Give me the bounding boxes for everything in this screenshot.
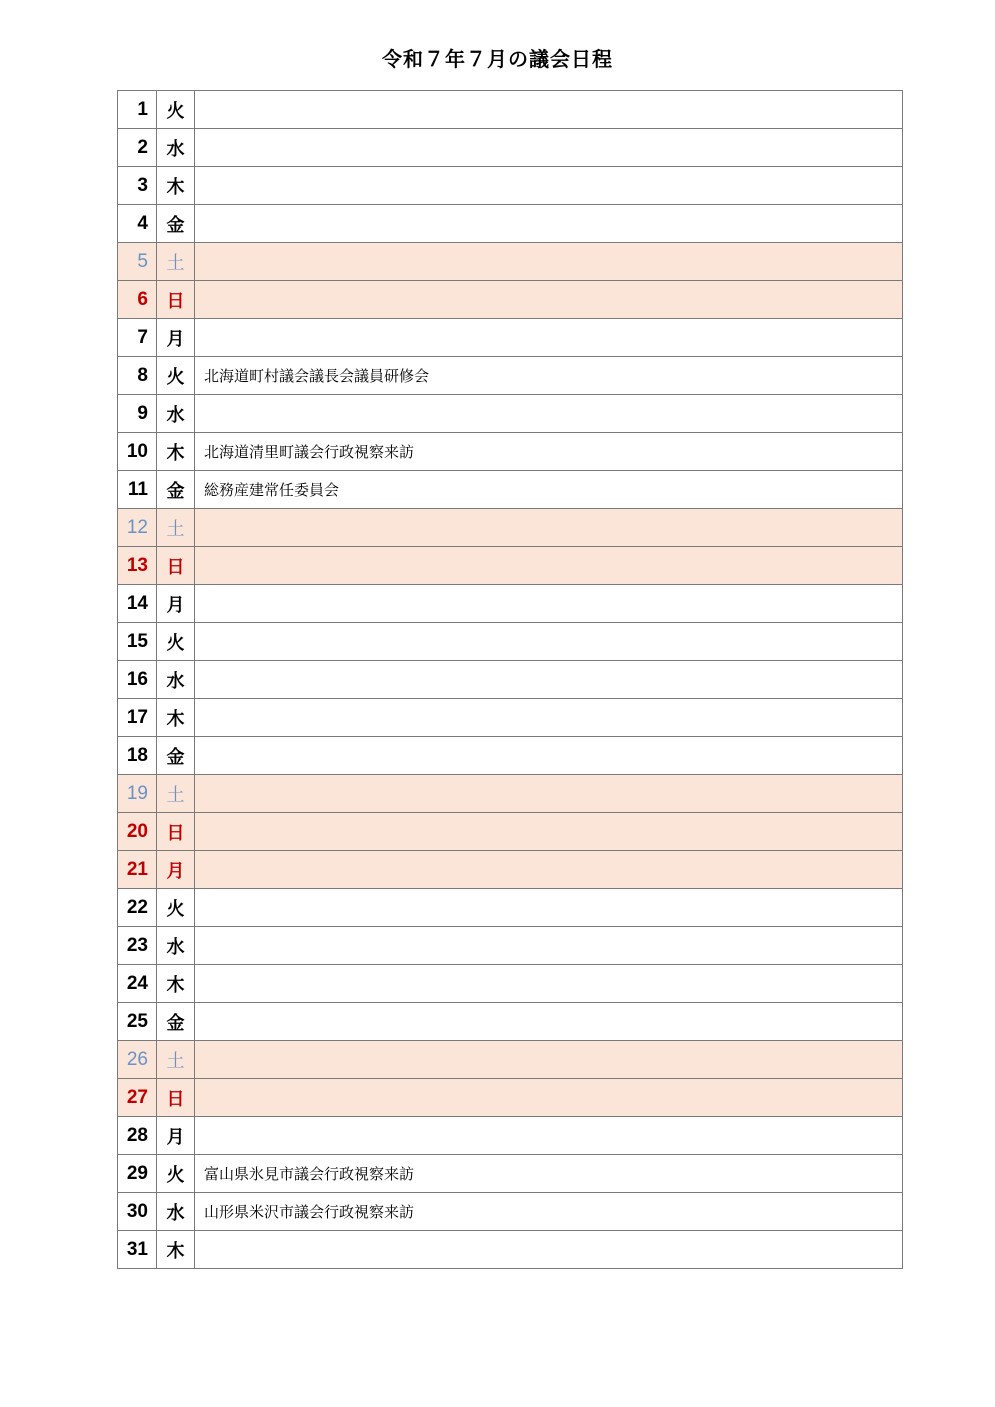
event-text: [195, 281, 903, 319]
event-text: [195, 623, 903, 661]
schedule-row: [118, 167, 903, 205]
event-text: 山形県米沢市議会行政視察来訪: [195, 1193, 903, 1231]
weekday-label: 日: [157, 1079, 195, 1117]
weekday-label: 水: [157, 927, 195, 965]
weekday-label: 月: [157, 585, 195, 623]
schedule-row: [118, 319, 903, 357]
schedule-row: [118, 395, 903, 433]
weekday-label: 水: [157, 129, 195, 167]
weekday-label: 土: [157, 509, 195, 547]
day-number: 11: [118, 471, 157, 509]
weekday-label: 日: [157, 547, 195, 585]
schedule-row: [118, 889, 903, 927]
event-text: [195, 737, 903, 775]
weekday-label: 火: [157, 357, 195, 395]
day-number: 16: [118, 661, 157, 699]
weekday-label: 金: [157, 737, 195, 775]
weekday-label: 日: [157, 813, 195, 851]
schedule-row: [118, 509, 903, 547]
day-number: 17: [118, 699, 157, 737]
event-text: [195, 167, 903, 205]
weekday-label: 火: [157, 623, 195, 661]
day-number: 20: [118, 813, 157, 851]
day-number: 27: [118, 1079, 157, 1117]
day-number: 8: [118, 357, 157, 395]
weekday-label: 木: [157, 1231, 195, 1269]
day-number: 10: [118, 433, 157, 471]
event-text: [195, 1231, 903, 1269]
day-number: 12: [118, 509, 157, 547]
event-text: [195, 585, 903, 623]
day-number: 22: [118, 889, 157, 927]
schedule-row: [118, 91, 903, 129]
schedule-row: [118, 737, 903, 775]
schedule-row: [118, 129, 903, 167]
day-number: 4: [118, 205, 157, 243]
schedule-row: [118, 1193, 903, 1231]
weekday-label: 月: [157, 1117, 195, 1155]
day-number: 2: [118, 129, 157, 167]
event-text: [195, 1079, 903, 1117]
schedule-row: [118, 585, 903, 623]
schedule-row: [118, 281, 903, 319]
event-text: [195, 927, 903, 965]
page-title: 令和７年７月の議会日程: [382, 47, 613, 71]
schedule-row: [118, 1079, 903, 1117]
event-text: [195, 1041, 903, 1079]
day-number: 26: [118, 1041, 157, 1079]
schedule-row: [118, 243, 903, 281]
day-number: 3: [118, 167, 157, 205]
event-text: [195, 509, 903, 547]
weekday-label: 水: [157, 395, 195, 433]
day-number: 31: [118, 1231, 157, 1269]
event-text: [195, 851, 903, 889]
weekday-label: 木: [157, 433, 195, 471]
weekday-label: 木: [157, 699, 195, 737]
schedule-row: [118, 661, 903, 699]
schedule-row: [118, 205, 903, 243]
weekday-label: 日: [157, 281, 195, 319]
schedule-row: [118, 433, 903, 471]
weekday-label: 月: [157, 851, 195, 889]
day-number: 1: [118, 91, 157, 129]
day-number: 21: [118, 851, 157, 889]
schedule-row: [118, 1117, 903, 1155]
weekday-label: 金: [157, 1003, 195, 1041]
event-text: [195, 205, 903, 243]
event-text: [195, 129, 903, 167]
schedule-row: [118, 699, 903, 737]
schedule-row: [118, 357, 903, 395]
schedule-row: [118, 927, 903, 965]
schedule-row: [118, 1041, 903, 1079]
day-number: 18: [118, 737, 157, 775]
day-number: 6: [118, 281, 157, 319]
day-number: 9: [118, 395, 157, 433]
weekday-label: 火: [157, 1155, 195, 1193]
day-number: 23: [118, 927, 157, 965]
schedule-row: [118, 775, 903, 813]
event-text: [195, 1003, 903, 1041]
weekday-label: 水: [157, 1193, 195, 1231]
schedule-row: [118, 851, 903, 889]
event-text: [195, 661, 903, 699]
weekday-label: 土: [157, 1041, 195, 1079]
day-number: 29: [118, 1155, 157, 1193]
schedule-row: [118, 623, 903, 661]
event-text: [195, 699, 903, 737]
event-text: [195, 889, 903, 927]
day-number: 25: [118, 1003, 157, 1041]
day-number: 19: [118, 775, 157, 813]
event-text: [195, 775, 903, 813]
schedule-row: [118, 1155, 903, 1193]
day-number: 28: [118, 1117, 157, 1155]
event-text: [195, 1117, 903, 1155]
event-text: [195, 395, 903, 433]
weekday-label: 土: [157, 775, 195, 813]
weekday-label: 火: [157, 889, 195, 927]
event-text: [195, 547, 903, 585]
weekday-label: 金: [157, 205, 195, 243]
schedule-table: [117, 90, 903, 1269]
event-text: [195, 91, 903, 129]
day-number: 13: [118, 547, 157, 585]
day-number: 24: [118, 965, 157, 1003]
event-text: [195, 965, 903, 1003]
event-text: [195, 319, 903, 357]
day-number: 5: [118, 243, 157, 281]
schedule-row: [118, 1003, 903, 1041]
weekday-label: 月: [157, 319, 195, 357]
event-text: 総務産建常任委員会: [195, 471, 903, 509]
event-text: [195, 813, 903, 851]
day-number: 7: [118, 319, 157, 357]
event-text: 富山県氷見市議会行政視察来訪: [195, 1155, 903, 1193]
schedule-row: [118, 471, 903, 509]
schedule-row: [118, 547, 903, 585]
day-number: 14: [118, 585, 157, 623]
weekday-label: 水: [157, 661, 195, 699]
weekday-label: 木: [157, 965, 195, 1003]
schedule-row: [118, 1231, 903, 1269]
schedule-row: [118, 813, 903, 851]
weekday-label: 土: [157, 243, 195, 281]
day-number: 15: [118, 623, 157, 661]
event-text: 北海道清里町議会行政視察来訪: [195, 433, 903, 471]
day-number: 30: [118, 1193, 157, 1231]
weekday-label: 火: [157, 91, 195, 129]
event-text: [195, 243, 903, 281]
weekday-label: 金: [157, 471, 195, 509]
weekday-label: 木: [157, 167, 195, 205]
schedule-body: [118, 91, 903, 1269]
event-text: 北海道町村議会議長会議員研修会: [195, 357, 903, 395]
schedule-row: [118, 965, 903, 1003]
